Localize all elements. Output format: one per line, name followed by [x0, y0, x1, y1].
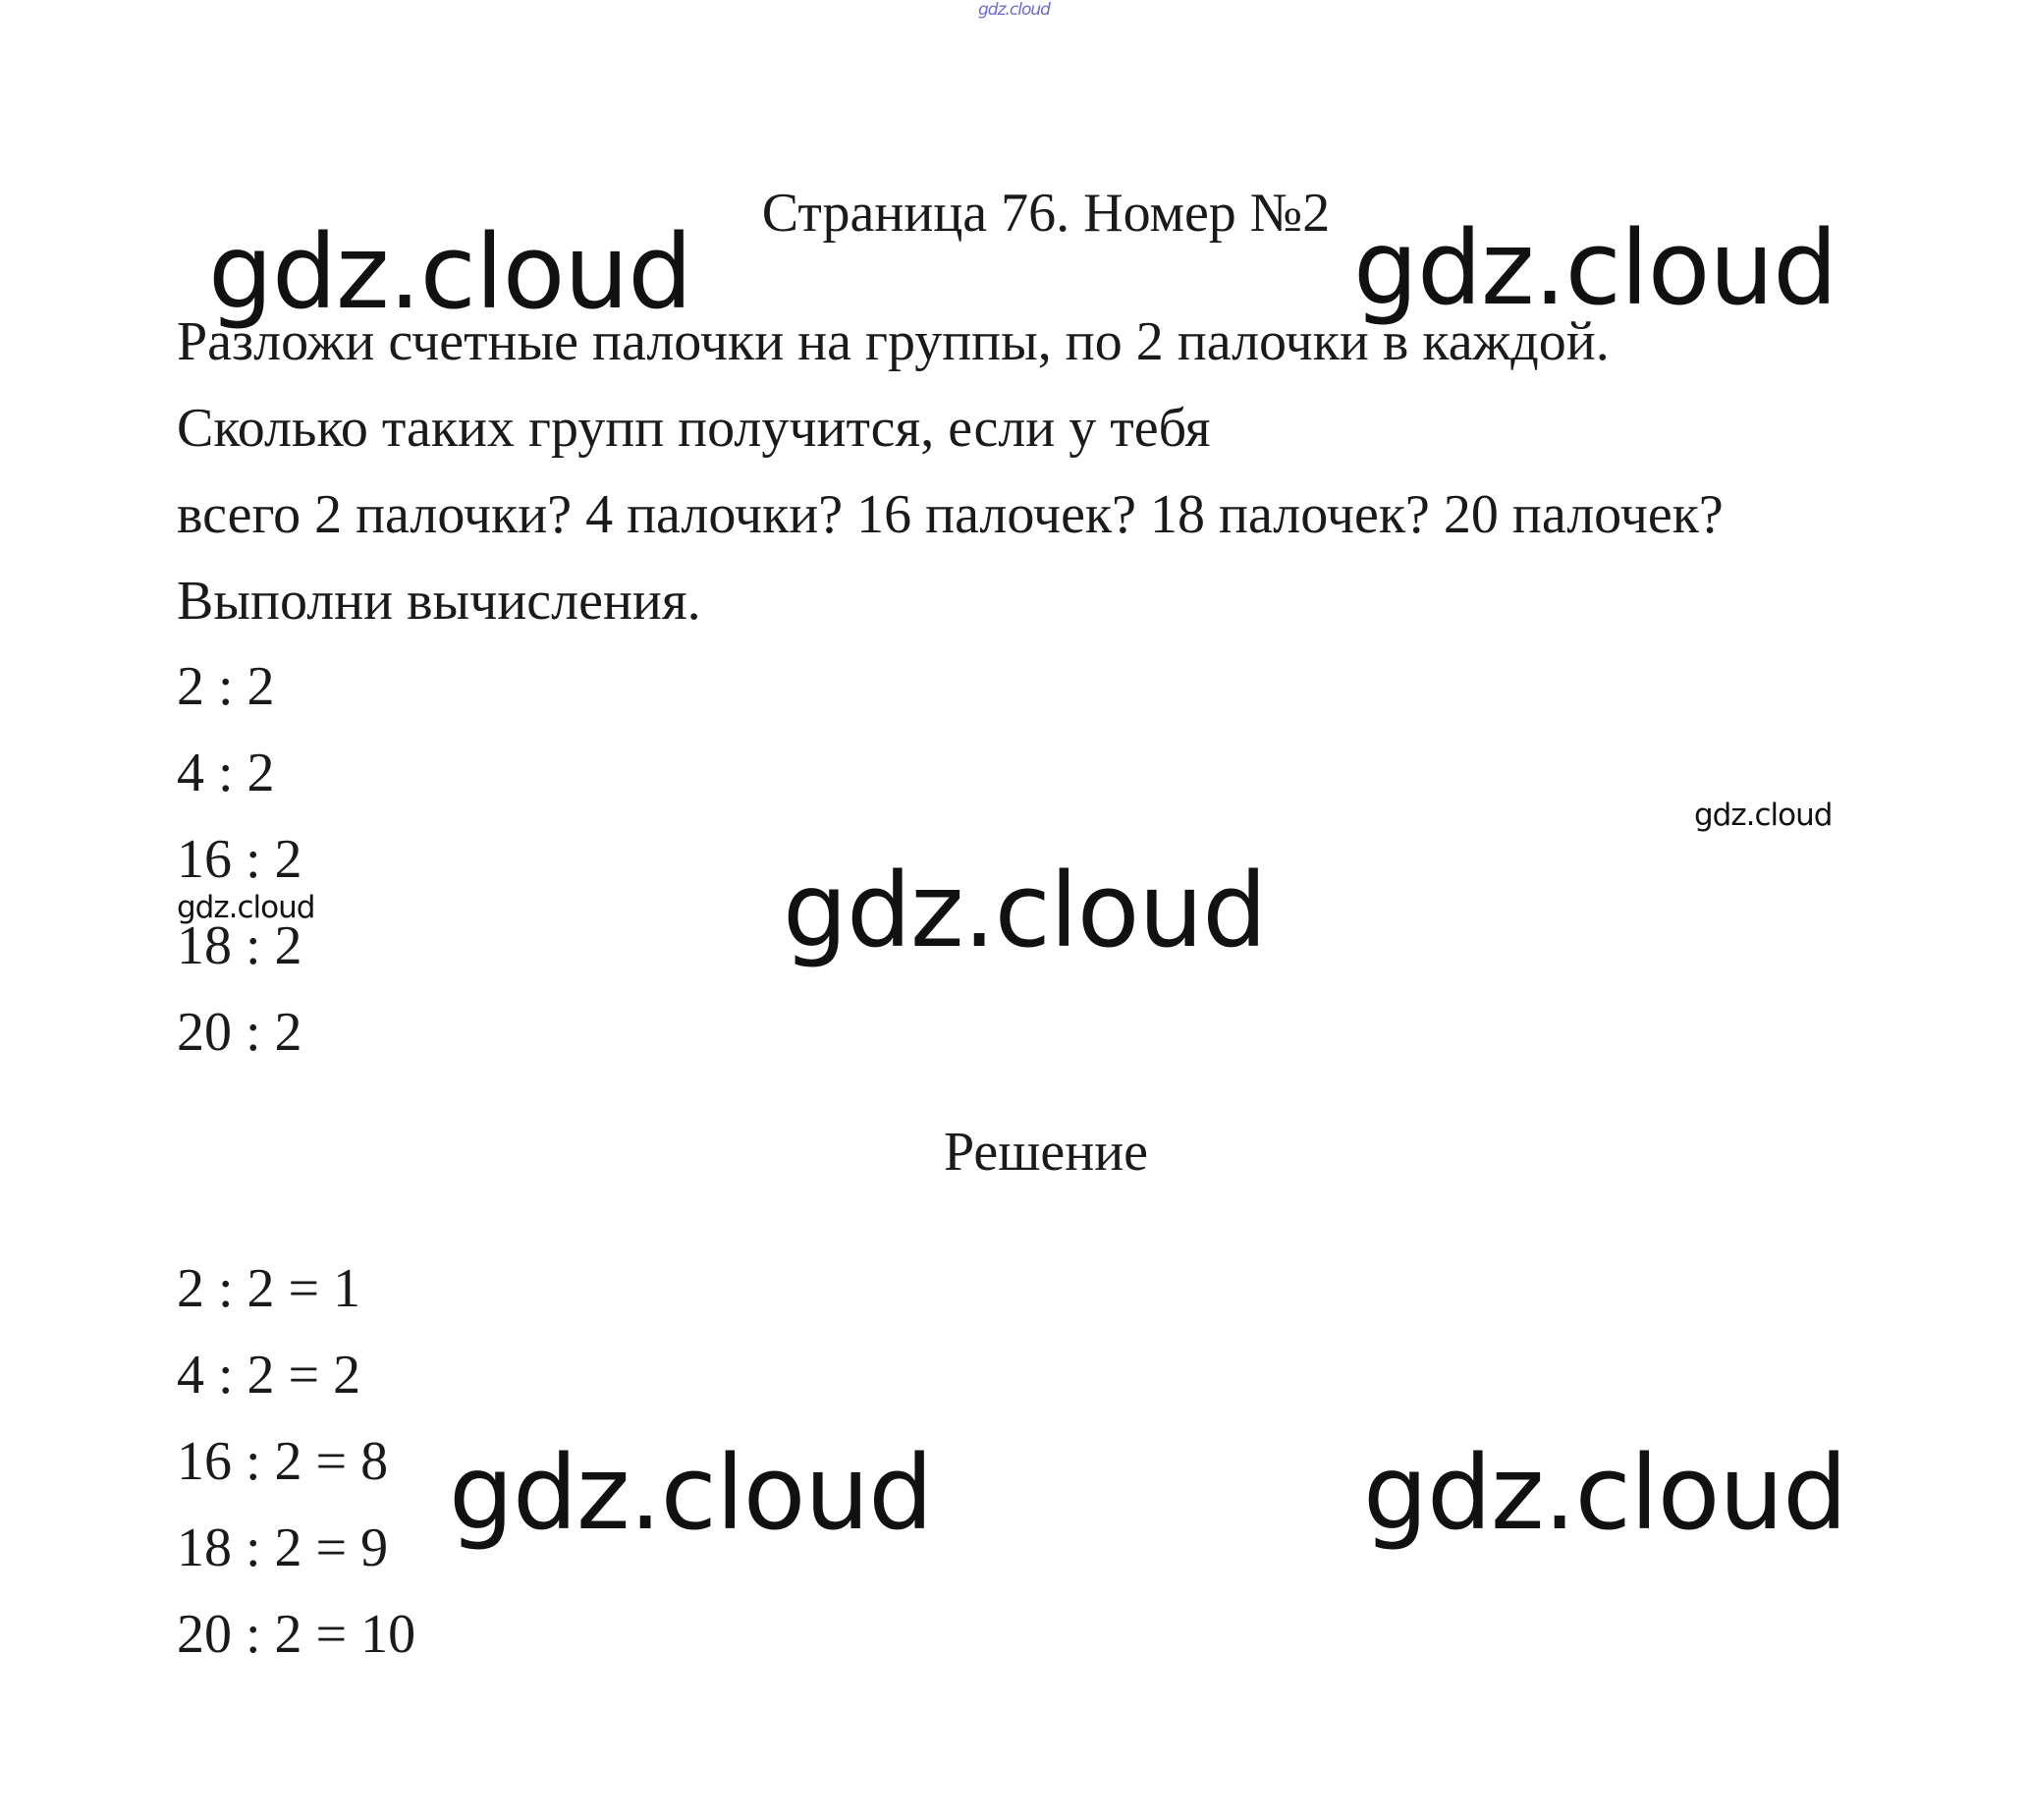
task-expression: 18 : 2 — [177, 915, 302, 976]
task-expression: 4 : 2 — [177, 743, 275, 803]
task-expression: 2 : 2 — [177, 656, 275, 717]
solution-answer: 20 : 2 = 10 — [177, 1604, 416, 1665]
watermark-top: gdz.cloud — [978, 0, 1050, 20]
page-title: Страница 76. Номер №2 — [761, 183, 1331, 244]
watermark: gdz.cloud — [177, 890, 315, 925]
watermark: gdz.cloud — [208, 212, 692, 332]
solution-answer: 16 : 2 = 8 — [177, 1431, 389, 1492]
watermark: gdz.cloud — [783, 851, 1267, 970]
task-expression: 20 : 2 — [177, 1002, 302, 1063]
task-line-4: Выполни вычисления. — [177, 571, 701, 632]
watermark: gdz.cloud — [449, 1433, 933, 1553]
solution-answer: 2 : 2 = 1 — [177, 1258, 361, 1319]
solution-answer: 18 : 2 = 9 — [177, 1517, 389, 1578]
task-line-3: всего 2 палочки? 4 палочки? 16 палочек? 18 палочек? 20 палочек? — [177, 484, 1724, 545]
watermark: gdz.cloud — [1694, 798, 1833, 833]
watermark: gdz.cloud — [1353, 208, 1837, 328]
solution-heading: Решение — [943, 1122, 1149, 1183]
task-expression: 16 : 2 — [177, 829, 302, 890]
task-line-1: Разложи счетные палочки на группы, по 2 палочки в каждой. — [177, 311, 1610, 372]
task-line-2: Сколько таких групп получится, если у тебя — [177, 398, 1211, 459]
solution-answer: 4 : 2 = 2 — [177, 1345, 361, 1406]
watermark: gdz.cloud — [1363, 1433, 1847, 1553]
